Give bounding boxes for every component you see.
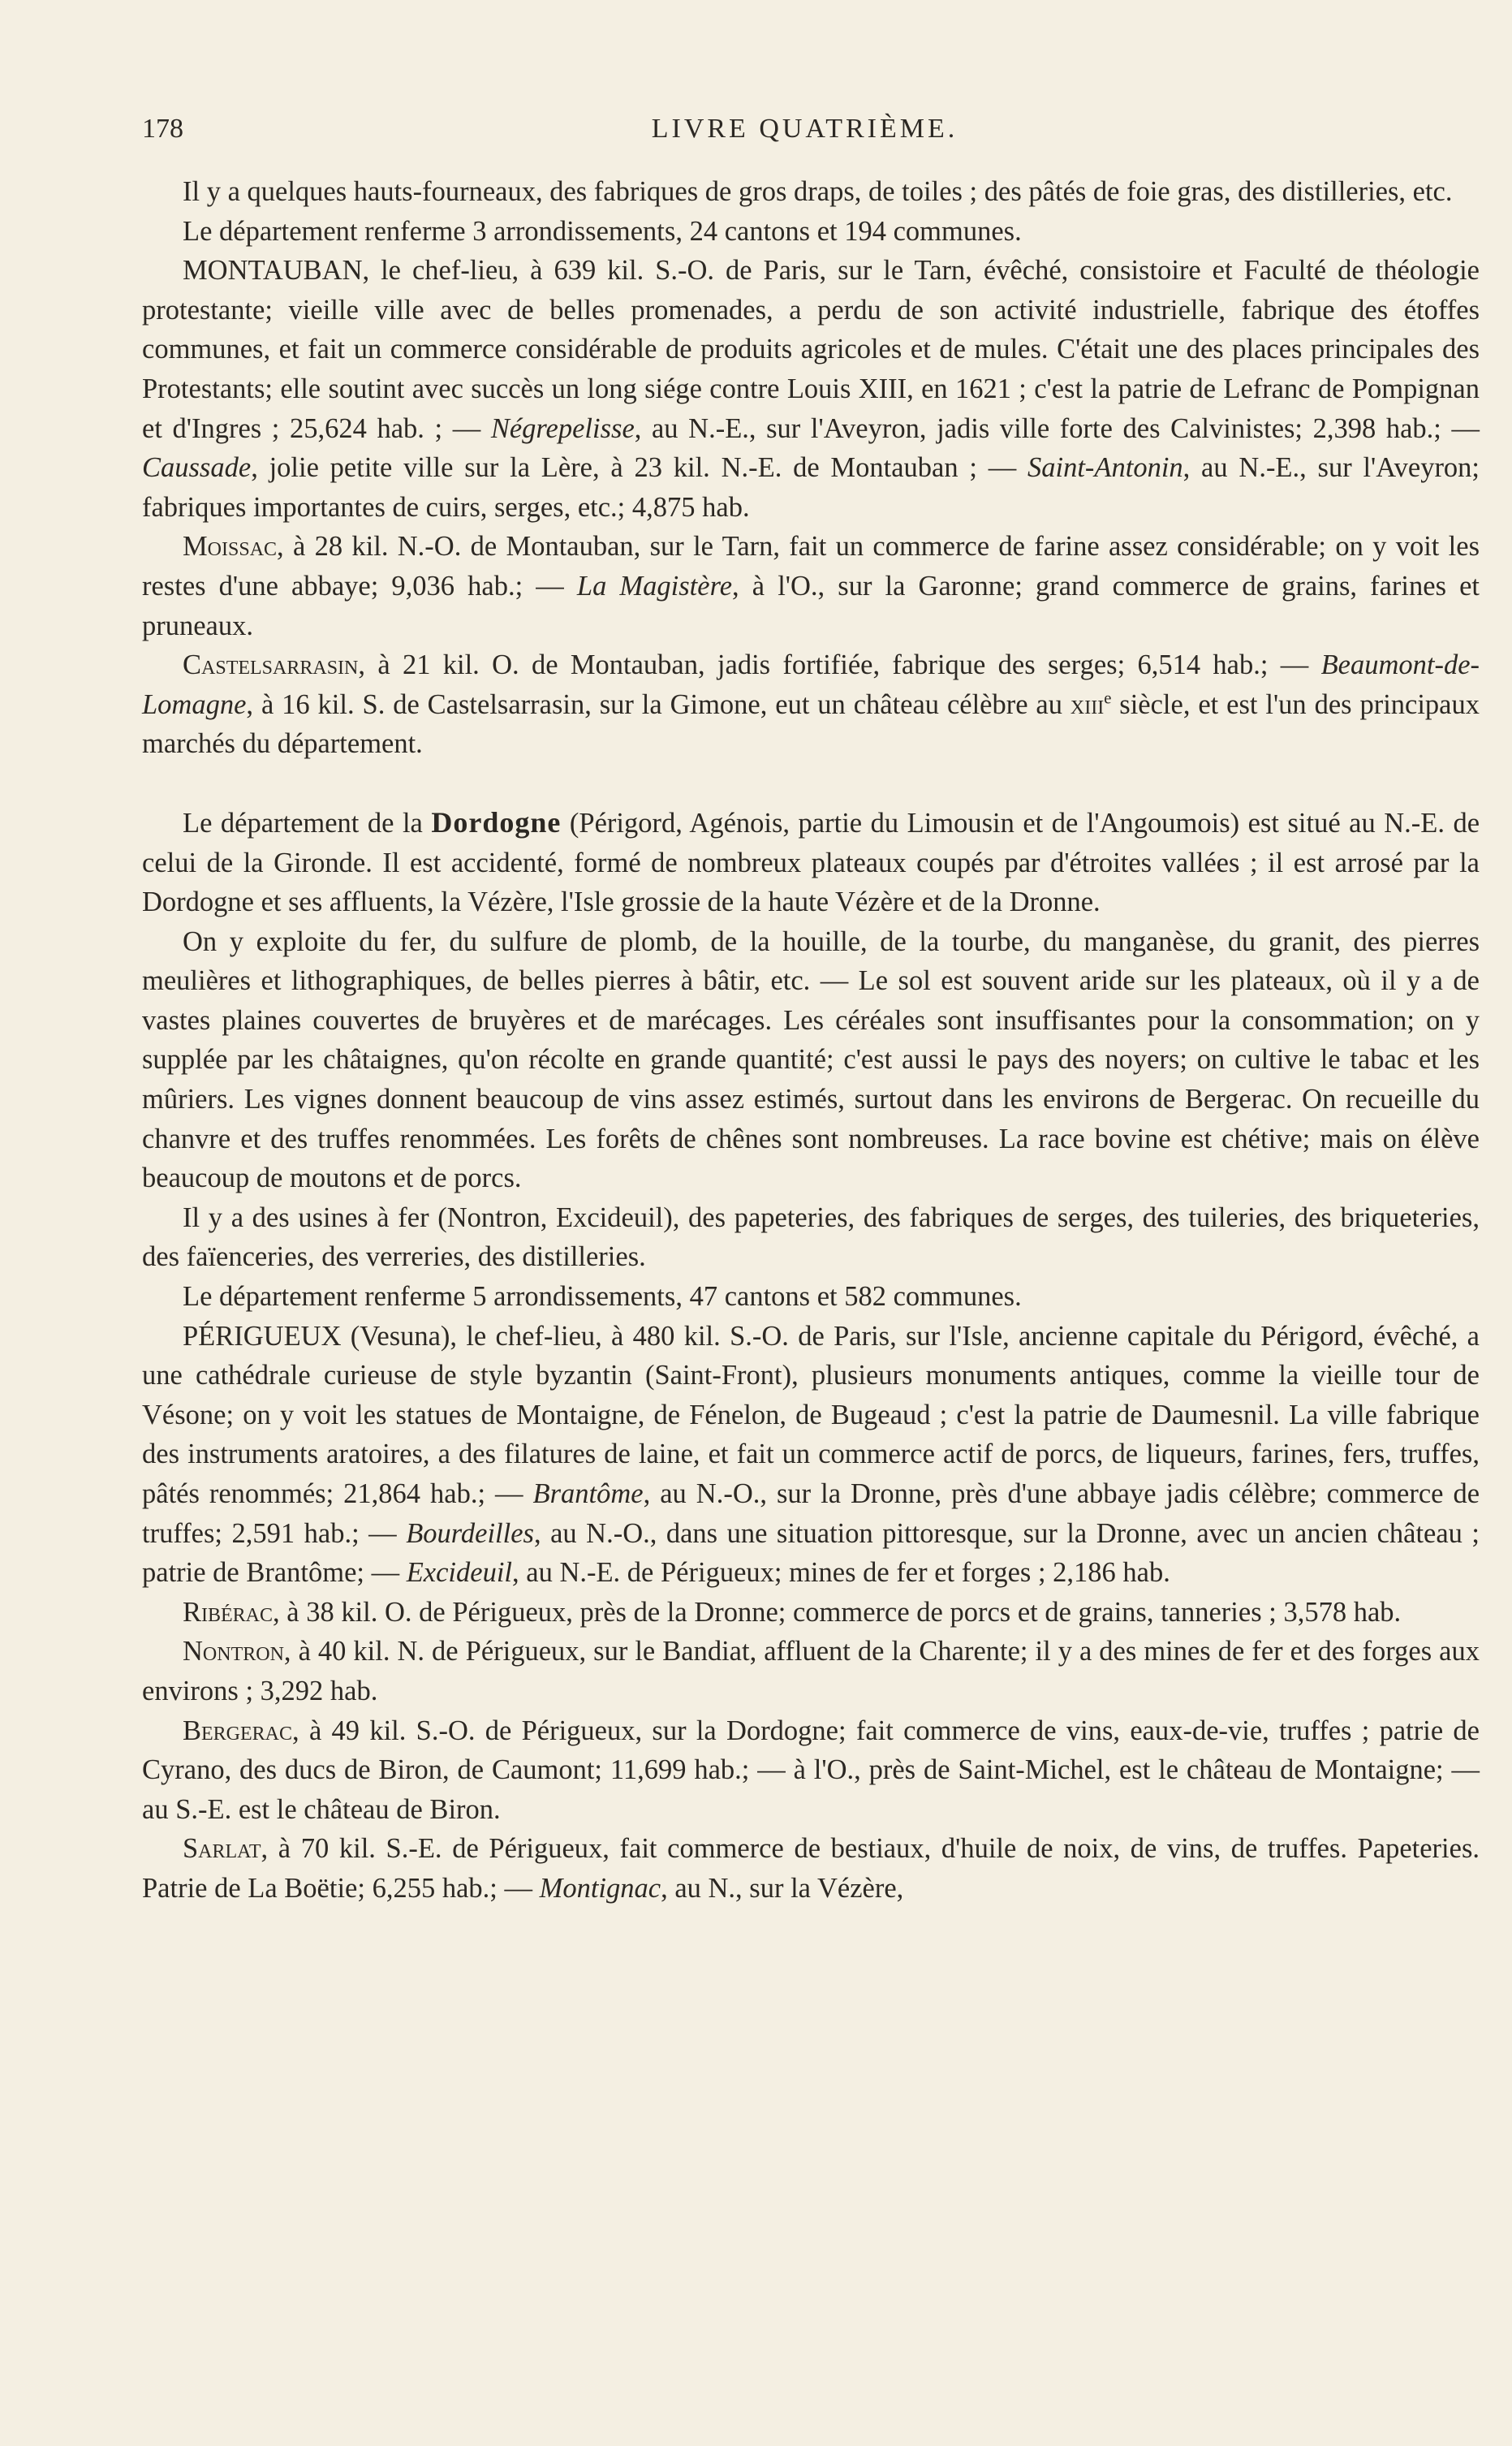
paragraph (142, 1593, 1480, 1633)
paragraph (142, 803, 1480, 922)
place-name: La Magistère (576, 570, 733, 602)
paragraph: On y exploite du fer, du sulfure de plomb, de la houille, de la tourbe, du manganèse, du granit, des pierres meulières et lithographiques, de belles pierres à bâtir, etc. — Le sol est souvent aride sur les plateaux, où il y a de vastes plaines couvertes de bruyères et de marécages. Les céréales sont insuffisantes pour la consommation; on y supplée par les châtaignes, qu'on récolte en grande quantité; c'est aussi le pays des noyers; on cultive le tabac et les mûriers. Les vignes donnent beaucoup de vins assez estimés, surtout dans les environs de Bergerac. On recueille du chanvre et des truffes renommées. Les forêts de chênes sont nombreuses. La race bovine est chétive; mais on élève beaucoup de moutons et de porcs. (142, 925, 1480, 1194)
place-heading: Castelsarrasin (183, 649, 359, 681)
text-span: , à 16 kil. S. de Castelsarrasin, sur la Gimone, eut un château célèbre au (246, 688, 1062, 720)
text-span: , à l'O., sur la Garonne; grand commerce de grains, farines et pruneaux. (142, 570, 1480, 641)
text-span: MONTAUBAN, le chef-lieu, à 639 kil. S.-O. de Paris, sur le Tarn, évêché, consistoire et Faculté de théologie protestante; vieille ville avec de belles promenades, a perdu de son activité industrielle, fabrique des étoffes communes, et fait un commerce considérable de produits agricoles et de mules. C'était une des places principales des Protestants; elle soutint avec succès un long siége contre Louis XIII, en 1621 ; c'est la patrie de Lefranc de Pompignan et d'Ingres ; 25,624 hab. ; — (142, 255, 1480, 444)
paragraph (142, 527, 1480, 645)
page-number: 178 (142, 114, 183, 144)
place-heading: Ribérac (183, 1596, 274, 1628)
place-name: Beaumont-de-Lomagne (142, 649, 1480, 720)
text-span: PÉRIGUEUX (Vesuna), le chef-lieu, à 480 kil. S.-O. de Paris, sur l'Isle, ancienne capitale du Périgord, évêché, a une cathédrale curieuse de style byzantin (Saint-Front), plusieurs monuments antiques, comme la vieille tour de Vésone; on y voit les statues de Montaigne, de Fénelon, de Bugeaud ; c'est la patrie de Daumesnil. La ville fabrique des instruments aratoires, a des filatures de laine, et fait un commerce actif de porcs, de liqueurs, farines, fers, truffes, pâtés renommés; 21,864 hab.; — (142, 1320, 1480, 1509)
text-span: , à 70 kil. S.-E. de Périgueux, fait commerce de bestiaux, d'huile de noix, de vins, de truffes. Papeteries. Patrie de La Boëtie; 6,255 hab.; — (142, 1833, 1480, 1904)
text-span: , à 40 kil. N. de Périgueux, sur le Bandiat, affluent de la Charente; il y a des mines de fer et des forges aux environs ; 3,292 hab. (142, 1636, 1480, 1706)
paragraph (142, 1632, 1480, 1710)
text-span: , au N.-E. de Périgueux; mines de fer et forges ; 2,186 hab. (512, 1557, 1170, 1589)
paragraph: Le département renferme 3 arrondissements, 24 cantons et 194 communes. (183, 215, 1022, 247)
century-numeral: xiii (1070, 688, 1105, 720)
place-heading: Nontron (183, 1636, 284, 1667)
place-name: Saint-Antonin (1027, 452, 1183, 484)
paragraph: Il y a quelques hauts-fourneaux, des fabriques de gros draps, de toiles ; des pâtés de foie gras, des distilleries, etc. (183, 176, 1453, 207)
paragraph: Le département renferme 5 arrondissements, 47 cantons et 582 communes. (183, 1281, 1022, 1313)
place-heading: Bergerac (183, 1715, 293, 1746)
superscript: e (1104, 689, 1112, 708)
text-span: , jolie petite ville sur la Lère, à 23 kil. N.-E. de Montauban ; — (251, 452, 1017, 484)
text-span: , à 38 kil. O. de Périgueux, près de la Dronne; commerce de porcs et de grains, tanneries ; 3,578 hab. (273, 1596, 1402, 1628)
text-span: , à 49 kil. S.-O. de Périgueux, sur la Dordogne; fait commerce de vins, eaux-de-vie, truffes ; patrie de Cyrano, des ducs de Biron, de Caumont; 11,699 hab.; — à l'O., près de Saint-Michel, est le château de Montaigne; — au S.-E. est le château de Biron. (142, 1715, 1480, 1825)
section-gap (142, 764, 1480, 803)
paragraph (142, 1317, 1480, 1593)
place-heading: Sarlat (183, 1833, 261, 1865)
text-span: , au N.-E., sur l'Aveyron, jadis ville forte des Calvinistes; 2,398 hab.; — (634, 412, 1480, 444)
text-span: , au N.-O., sur la Dronne, près d'une abbaye jadis célèbre; commerce de truffes; 2,591 hab.; — (142, 1478, 1480, 1549)
body-text (142, 172, 1480, 1909)
text-span: , au N.-O., dans une situation pittoresque, sur la Dronne, avec un ancien château ; patrie de Brantôme; — (142, 1517, 1480, 1589)
place-name: Brantôme (532, 1478, 644, 1509)
place-name: Montignac (539, 1872, 661, 1904)
department-name: Dordogne (431, 805, 562, 839)
text-span: , à 21 kil. O. de Montauban, jadis fortifiée, fabrique des serges; 6,514 hab.; — (358, 649, 1309, 681)
text-span: , au N., sur la Vézère, (661, 1872, 904, 1904)
text-span: , à 28 kil. N.-O. de Montauban, sur le Tarn, fait un commerce de farine assez considérable; on y voit les restes d'une abbaye; 9,036 hab.; — (142, 531, 1480, 602)
paragraph (142, 645, 1480, 764)
text-span: (Périgord, Agénois, partie du Limousin et de l'Angoumois) est situé au N.-E. de celui de la Gironde. Il est accidenté, formé de nombreux plateaux coupés par d'étroites vallées ; il est arrosé par la Dordogne et ses affluents, la Vézère, l'Isle grossie de la haute Vézère et de la Dronne. (142, 807, 1480, 918)
paragraph (142, 251, 1480, 527)
text-span: Le département de la (183, 807, 423, 839)
text-span: , au N.-E., sur l'Aveyron; fabriques importantes de cuirs, serges, etc.; 4,875 hab. (142, 452, 1480, 523)
place-name: Négrepelisse (490, 412, 635, 444)
place-heading: Moissac (183, 531, 278, 563)
paragraph (142, 1829, 1480, 1908)
text-span: siècle, et est l'un des principaux marchés du département. (142, 688, 1480, 760)
place-name: Caussade (142, 452, 252, 484)
place-name: Bourdeilles (406, 1517, 534, 1549)
place-name: Excideuil (406, 1557, 513, 1589)
paragraph (142, 1711, 1480, 1830)
running-head: LIVRE QUATRIÈME. (651, 114, 958, 144)
page-header (142, 114, 1467, 154)
paragraph: Il y a des usines à fer (Nontron, Excideuil), des papeteries, des fabriques de serges, des tuileries, des briqueteries, des faïenceries, des verreries, des distilleries. (142, 1201, 1480, 1273)
